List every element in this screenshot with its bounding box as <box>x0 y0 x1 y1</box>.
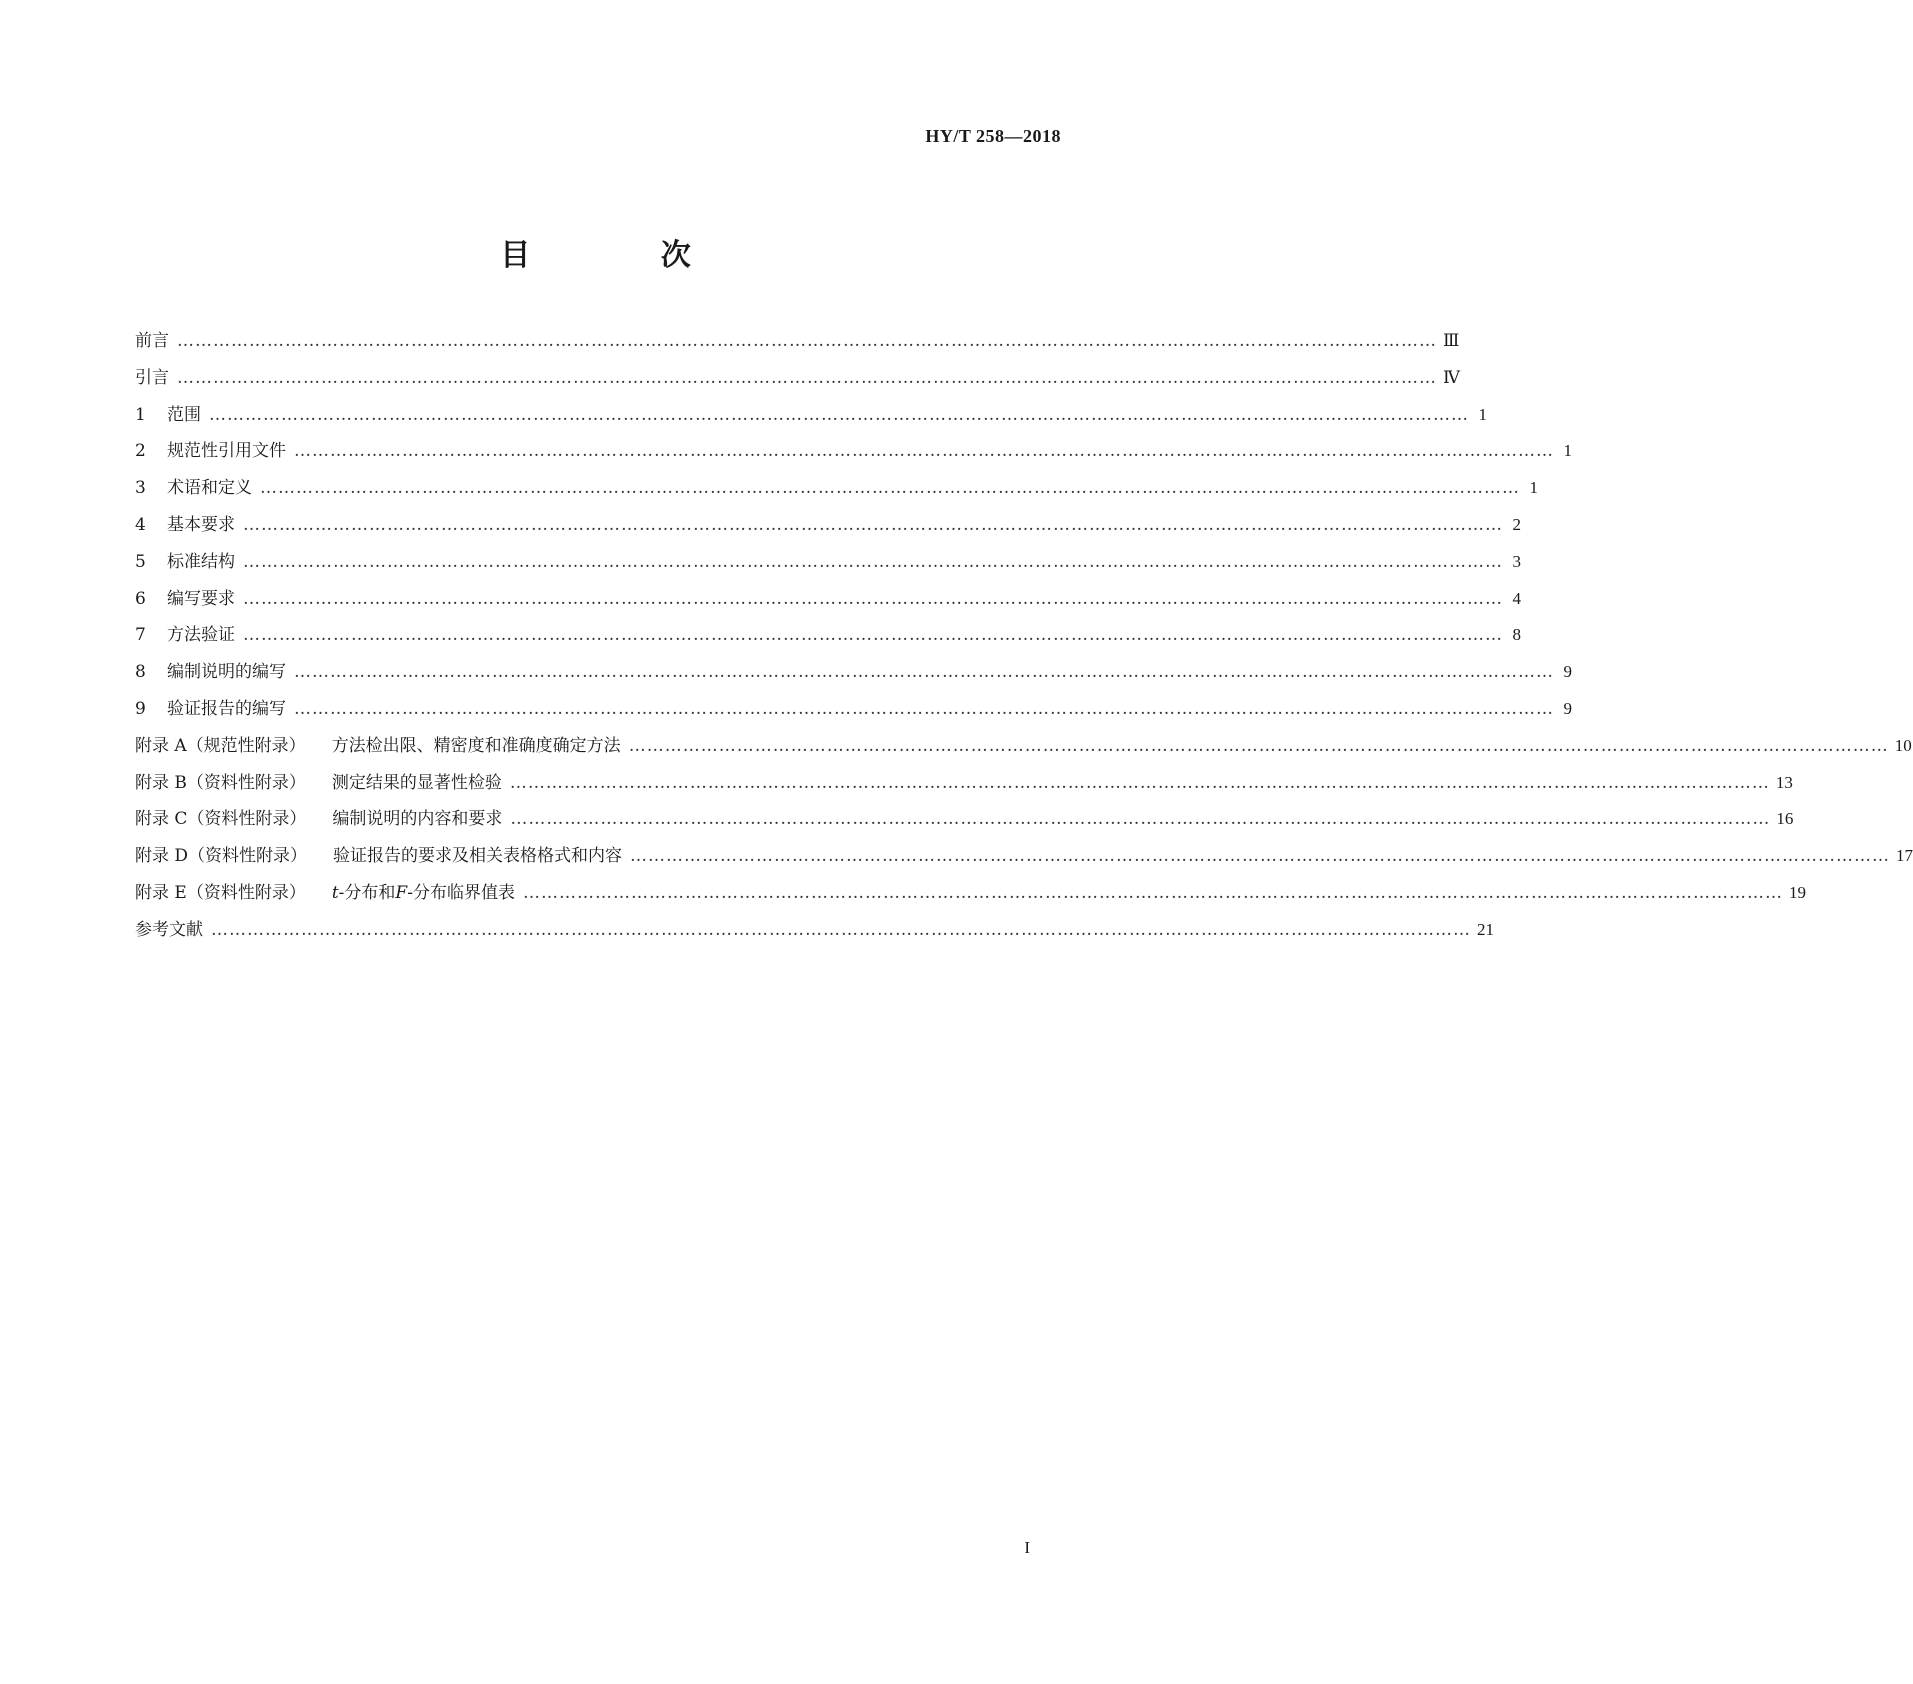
toc-entry-drafting-requirements[interactable] <box>135 584 1521 621</box>
toc-entry-basic-requirements[interactable] <box>135 510 1521 547</box>
toc-entry-page: Ⅲ <box>1443 331 1460 350</box>
toc-entry-validation-report[interactable] <box>135 694 1572 731</box>
toc-entry-appendix-e[interactable] <box>135 878 1806 915</box>
toc-entry-text: 编写要求 <box>167 588 235 609</box>
toc-entry-appendix-c[interactable] <box>135 804 1794 841</box>
toc-entry-text: 范围 <box>167 404 201 425</box>
toc-entry-page: 16 <box>1776 809 1794 829</box>
toc-entry-label <box>135 878 515 903</box>
toc-entry-label <box>135 768 502 793</box>
toc-entry-label <box>135 694 286 719</box>
toc-entry-label <box>135 547 235 572</box>
toc-entry-label <box>135 657 286 682</box>
toc-entry-method-validation[interactable] <box>135 620 1521 657</box>
toc-leader-dots: ………………………………………………………………………………………………………………………………………………………………………………………… <box>294 662 1554 683</box>
toc-entry-compilation-notes[interactable] <box>135 657 1572 694</box>
toc-entry-number: 3 <box>135 478 146 499</box>
toc-entry-page: 1 <box>1529 478 1538 498</box>
toc-entry-number: 7 <box>135 625 146 646</box>
toc-entry-page: 21 <box>1477 919 1494 939</box>
appendix-prefix: 附录 C（资料性附录） <box>135 809 307 830</box>
toc-leader-dots: ………………………………………………………………………………………………………………………………………………………………………………………… <box>209 404 1469 425</box>
toc-leader-dots: ………………………………………………………………………………………………………………………………………………………………………………………… <box>243 514 1503 535</box>
toc-entry-number: 1 <box>135 404 146 425</box>
toc-entry-number: 4 <box>135 514 146 535</box>
appendix-prefix: 附录 A（规范性附录） <box>135 735 306 756</box>
page-title: 目 次 <box>500 238 751 273</box>
toc-entry-appendix-b[interactable] <box>135 768 1793 805</box>
toc-entry-page: 8 <box>1512 625 1521 645</box>
appendix-title: 方法检出限、精密度和准确度确定方法 <box>331 735 621 756</box>
toc-leader-dots: ………………………………………………………………………………………………………………………………………………………………………………………… <box>628 735 1889 756</box>
toc-leader-dots: ………………………………………………………………………………………………………………………………………………………………………………………… <box>510 809 1771 830</box>
table-of-contents <box>135 326 1913 952</box>
toc-entry-number: 8 <box>135 662 146 683</box>
standard-code: HY/T 258—2018 <box>925 126 1061 146</box>
toc-entry-page: 1 <box>1478 404 1487 424</box>
appendix-title: 验证报告的要求及相关表格格式和内容 <box>333 846 623 867</box>
toc-leader-dots: ………………………………………………………………………………………………………………………………………………………………………………………… <box>211 919 1471 940</box>
toc-entry-page: Ⅳ <box>1443 367 1460 387</box>
toc-entry-appendix-a[interactable] <box>135 731 1912 768</box>
toc-leader-dots: ………………………………………………………………………………………………………………………………………………………………………………………… <box>294 441 1554 462</box>
f-symbol: F <box>395 882 408 903</box>
appendix-prefix: 附录 B（资料性附录） <box>135 772 306 793</box>
toc-entry-label <box>135 473 252 498</box>
toc-entry-text: 编制说明的编写 <box>167 662 286 683</box>
toc-entry-label <box>135 804 502 829</box>
toc-entry-label <box>135 584 235 609</box>
toc-leader-dots: ………………………………………………………………………………………………………………………………………………………………………………………… <box>243 625 1503 646</box>
page-number: I <box>1024 1538 1030 1557</box>
toc-entry-number: 5 <box>135 551 146 572</box>
toc-entry-text: 术语和定义 <box>167 478 252 499</box>
toc-entry-label: 前言 <box>135 331 169 351</box>
toc-entry-number: 6 <box>135 588 146 609</box>
toc-entry-normative-references[interactable] <box>135 436 1572 473</box>
toc-entry-page: 13 <box>1775 772 1793 792</box>
appendix-title-part1: -分布和 <box>338 882 396 903</box>
appendix-title: 测定结果的显著性检验 <box>331 772 502 793</box>
toc-leader-dots: ………………………………………………………………………………………………………………………………………………………………………………………… <box>630 846 1891 867</box>
toc-entry-structure[interactable] <box>135 547 1521 584</box>
toc-entry-references[interactable] <box>135 915 1494 952</box>
toc-entry-page: 9 <box>1563 662 1572 682</box>
toc-leader-dots: ………………………………………………………………………………………………………………………………………………………………………………………… <box>177 331 1437 351</box>
toc-entry-page: 1 <box>1563 441 1572 461</box>
toc-entry-page: 3 <box>1512 551 1521 571</box>
toc-entry-introduction[interactable] <box>135 363 1460 400</box>
toc-entry-number: 2 <box>135 441 146 462</box>
toc-entry-number: 9 <box>135 698 146 719</box>
toc-entry-foreword[interactable] <box>135 326 1460 363</box>
toc-leader-dots: ………………………………………………………………………………………………………………………………………………………………………………………… <box>243 588 1503 609</box>
toc-entry-page: 17 <box>1896 846 1913 866</box>
toc-entry-text: 验证报告的编写 <box>167 698 286 719</box>
toc-entry-page: 9 <box>1563 698 1572 718</box>
toc-entry-label <box>135 436 286 461</box>
toc-entry-scope[interactable] <box>135 400 1487 437</box>
t-symbol: t <box>331 882 339 903</box>
toc-entry-appendix-d[interactable] <box>135 841 1913 878</box>
toc-entry-label <box>135 731 621 756</box>
toc-leader-dots: ………………………………………………………………………………………………………………………………………………………………………………………… <box>177 367 1437 388</box>
toc-leader-dots: ………………………………………………………………………………………………………………………………………………………………………………………… <box>509 772 1770 793</box>
toc-leader-dots: ………………………………………………………………………………………………………………………………………………………………………………………… <box>522 882 1783 903</box>
toc-entry-label <box>135 841 622 866</box>
toc-entry-label: 参考文献 <box>135 919 203 940</box>
toc-leader-dots: ………………………………………………………………………………………………………………………………………………………………………………………… <box>294 698 1554 719</box>
toc-entry-label <box>135 510 235 535</box>
toc-leader-dots: ………………………………………………………………………………………………………………………………………………………………………………………… <box>243 551 1503 572</box>
appendix-title-part2: -分布临界值表 <box>407 882 515 903</box>
toc-leader-dots: ………………………………………………………………………………………………………………………………………………………………………………………… <box>260 478 1520 499</box>
toc-entry-text: 规范性引用文件 <box>167 441 286 462</box>
toc-entry-page: 2 <box>1512 514 1521 534</box>
appendix-prefix: 附录 E（资料性附录） <box>135 882 306 903</box>
toc-entry-label: 引言 <box>135 367 169 388</box>
toc-entry-terms[interactable] <box>135 473 1538 510</box>
toc-entry-label <box>135 400 201 425</box>
toc-entry-label <box>135 620 235 645</box>
appendix-title: 编制说明的内容和要求 <box>332 809 503 830</box>
toc-entry-text: 标准结构 <box>167 551 235 572</box>
toc-entry-text: 基本要求 <box>167 514 235 535</box>
toc-entry-page: 19 <box>1788 882 1806 902</box>
toc-entry-page: 10 <box>1894 735 1912 755</box>
toc-entry-text: 方法验证 <box>167 625 235 646</box>
appendix-prefix: 附录 D（资料性附录） <box>135 846 308 867</box>
toc-entry-page: 4 <box>1512 588 1521 608</box>
